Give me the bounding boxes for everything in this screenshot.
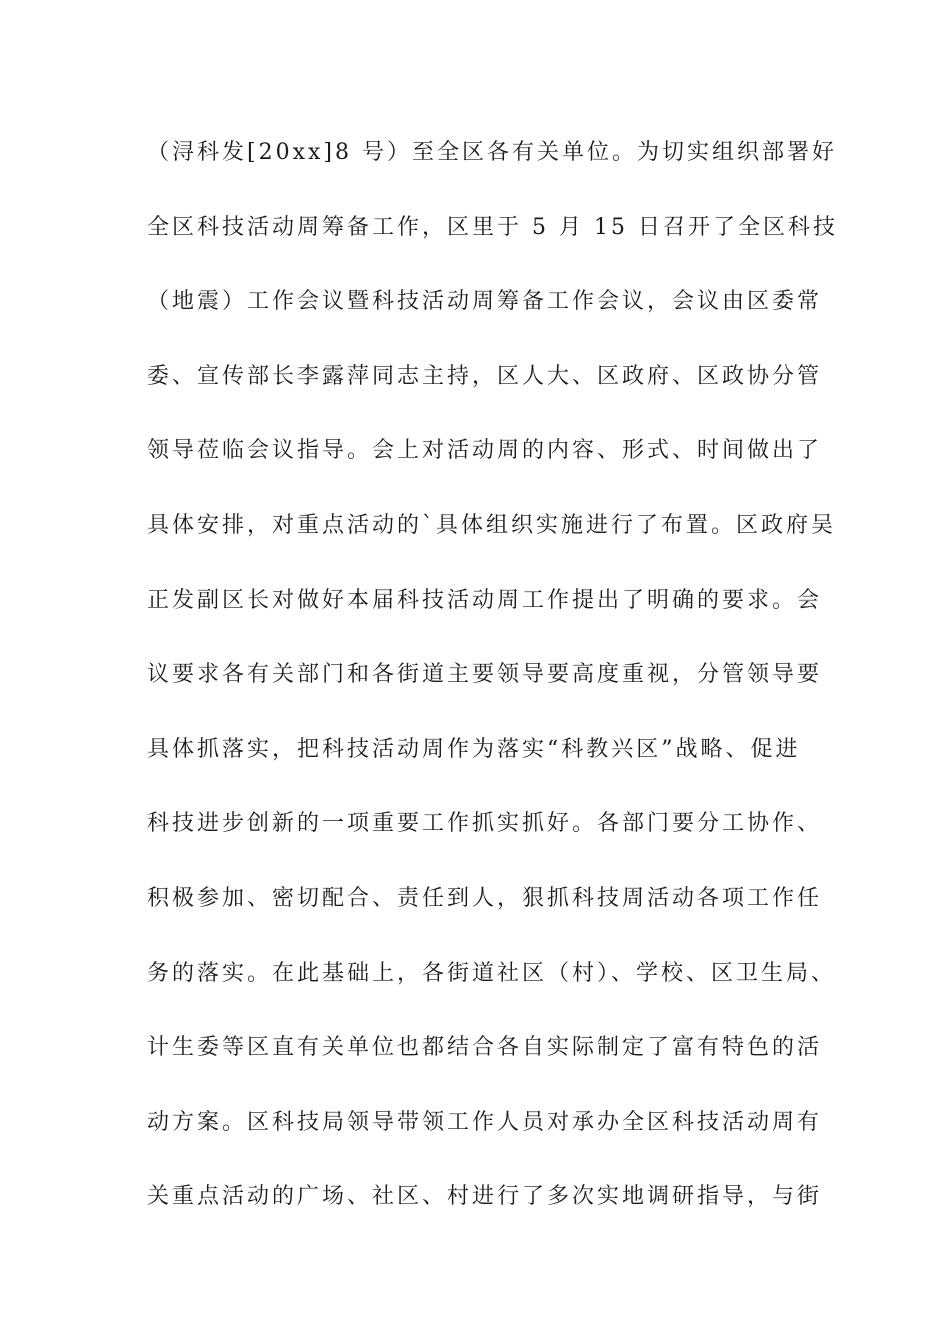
text-line: 议要求各有关部门和各街道主要领导要高度重视，分管领导要 xyxy=(147,662,823,688)
text-line: 领导莅临会议指导。会上对活动周的内容、形式、时间做出了 xyxy=(147,438,823,464)
text-line: 委、宣传部长李露萍同志主持，区人大、区政府、区政协分管 xyxy=(147,363,823,389)
text-line: 关重点活动的广场、社区、村进行了多次实地调研指导，与街 xyxy=(147,1184,823,1210)
text-line: 动方案。区科技局领导带领工作人员对承办全区科技活动周有 xyxy=(147,1109,823,1135)
text-line: 务的落实。在此基础上，各街道社区（村）、学校、区卫生局、 xyxy=(147,960,837,986)
text-line: 计生委等区直有关单位也都结合各自实际制定了富有特色的活 xyxy=(147,1035,823,1061)
text-line: 科技进步创新的一项重要工作抓实抓好。各部门要分工协作、 xyxy=(147,811,823,837)
text-line: 具体安排，对重点活动的`具体组织实施进行了布置。区政府吴 xyxy=(147,512,837,538)
body-text xyxy=(147,133,837,1252)
text-line: （浔科发[20xx]8 号）至全区各有关单位。为切实组织部署好 xyxy=(147,140,837,165)
text-line: 全区科技活动周筹备工作，区里于 5 月 15 日召开了全区科技 xyxy=(147,214,838,240)
text-line: （地震）工作会议暨科技活动周筹备工作会议，会议由区委常 xyxy=(147,289,823,315)
text-line: 正发副区长对做好本届科技活动周工作提出了明确的要求。会 xyxy=(147,587,823,613)
text-line: 具体抓落实，把科技活动周作为落实“科教兴区”战略、促进 xyxy=(147,736,801,762)
text-line: 积极参加、密切配合、责任到人，狠抓科技周活动各项工作任 xyxy=(147,885,823,911)
